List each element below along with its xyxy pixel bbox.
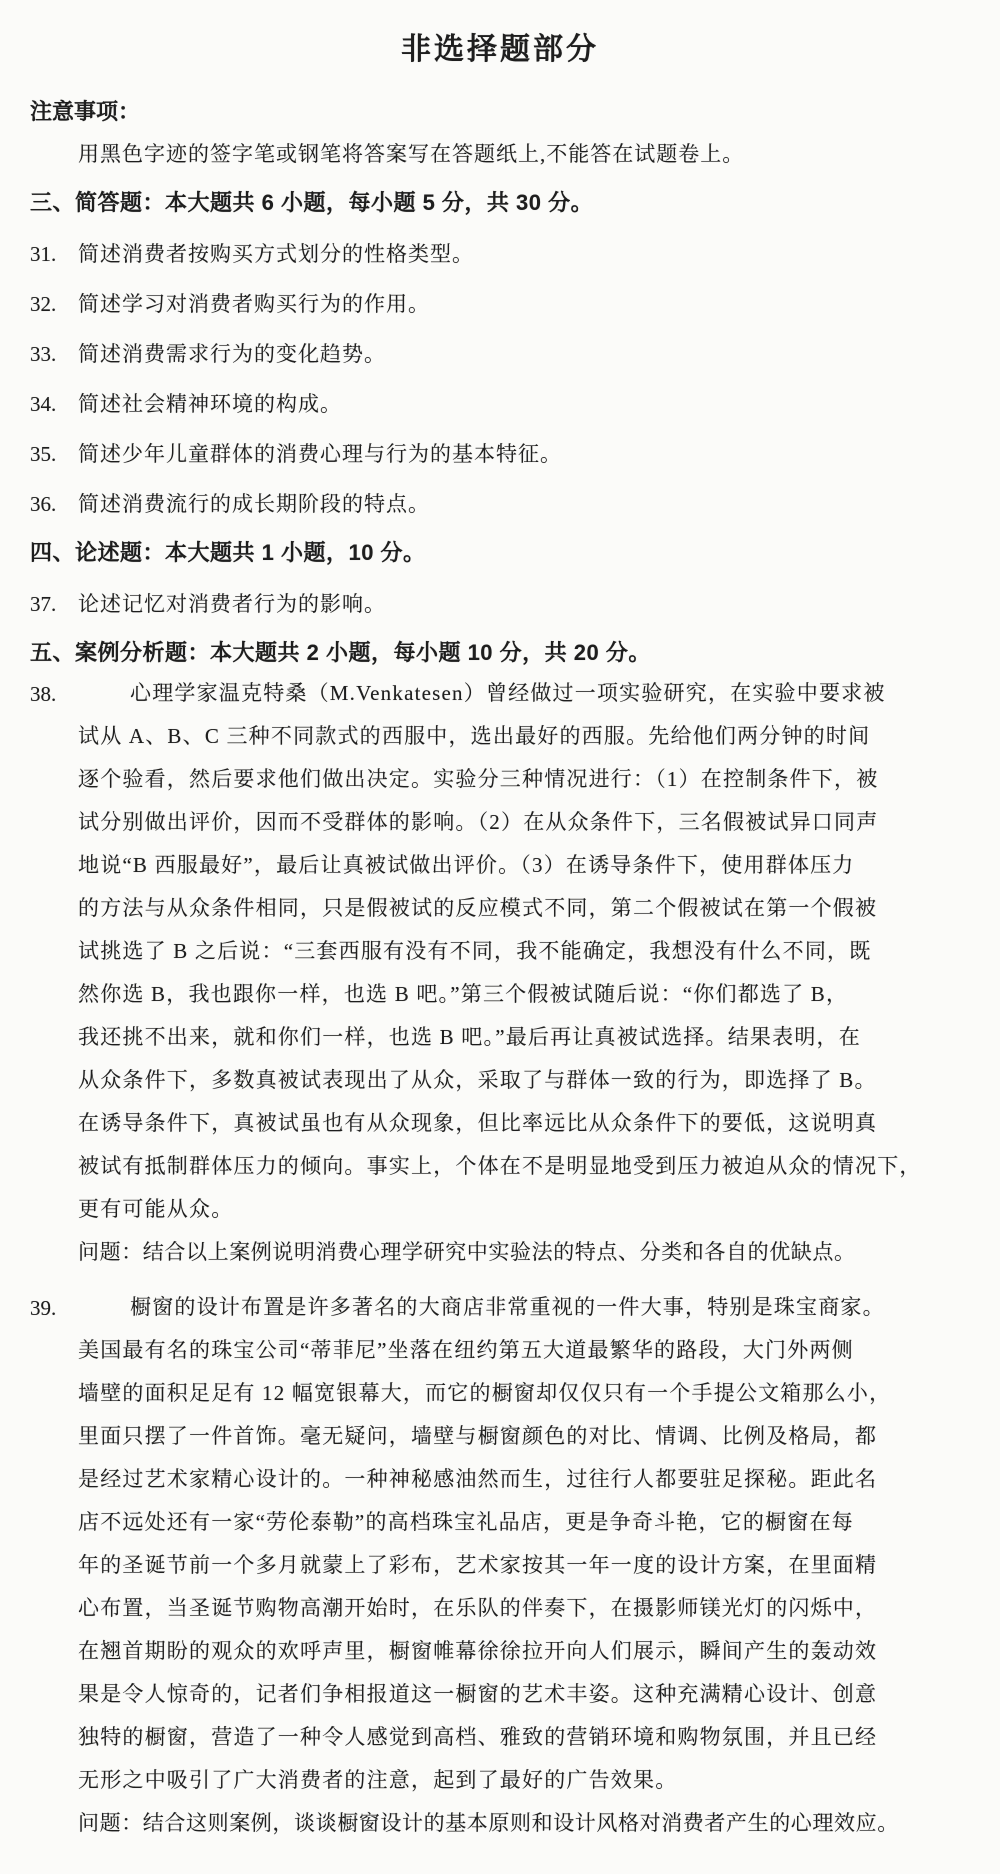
question-number: 31.	[30, 242, 57, 266]
question-number: 32.	[30, 292, 57, 316]
question-number: 38.	[30, 682, 57, 706]
notice-body: 用黑色字迹的签字笔或钢笔将答案写在答题纸上,不能答在试题卷上。	[78, 142, 745, 166]
question-item-33	[30, 340, 970, 368]
question-number: 33.	[30, 342, 57, 366]
case-text-line: 心理学家温克特桑（M.Venkatesen）曾经做过一项实验研究，在实验中要求被	[130, 681, 886, 705]
section-heading-essay: 四、论述题：本大题共 1 小题，10 分。	[30, 540, 426, 565]
case-text-line: 我还挑不出来，就和你们一样，也选 B 吧。”最后再让真被试选择。结果表明，在	[78, 1025, 861, 1049]
case-item-38	[30, 672, 970, 1274]
question-number: 37.	[30, 592, 57, 616]
question-number: 35.	[30, 442, 57, 466]
case-question: 问题：结合以上案例说明消费心理学研究中实验法的特点、分类和各自的优缺点。	[78, 1240, 856, 1264]
case-text-line: 然你选 B，我也跟你一样，也选 B 吧。”第三个假被试随后说：“你们都选了 B，	[78, 982, 849, 1006]
question-text: 简述少年儿童群体的消费心理与行为的基本特征。	[78, 442, 562, 466]
section-heading-short-answer: 三、简答题：本大题共 6 小题，每小题 5 分，共 30 分。	[30, 190, 594, 215]
question-number: 34.	[30, 392, 57, 416]
question-text: 简述消费需求行为的变化趋势。	[78, 342, 386, 366]
case-text-line: 地说“B 西服最好”，最后让真被试做出评价。（3）在诱导条件下，使用群体压力	[78, 853, 855, 877]
question-item-35	[30, 440, 970, 468]
case-text-line: 是经过艺术家精心设计的。一种神秘感油然而生，过往行人都要驻足探秘。距此名	[78, 1467, 878, 1491]
question-text: 论述记忆对消费者行为的影响。	[78, 592, 386, 616]
question-item-31	[30, 240, 970, 268]
case-text-line: 逐个验看，然后要求他们做出决定。实验分三种情况进行：（1）在控制条件下，被	[78, 767, 879, 791]
question-text: 简述社会精神环境的构成。	[78, 392, 342, 416]
question-text: 简述学习对消费者购买行为的作用。	[78, 292, 430, 316]
case-text-line: 试从 A、B、C 三种不同款式的西服中，选出最好的西服。先给他们两分钟的时间	[78, 724, 871, 748]
question-number: 39.	[30, 1296, 57, 1320]
question-number: 36.	[30, 492, 57, 516]
case-text-line: 果是令人惊奇的，记者们争相报道这一橱窗的艺术丰姿。这种充满精心设计、创意	[78, 1682, 878, 1706]
case-item-39	[30, 1286, 970, 1845]
question-item-37	[30, 590, 970, 618]
case-text-line: 的方法与从众条件相同，只是假被试的反应模式不同，第二个假被试在第一个假被	[78, 896, 878, 920]
case-text-line: 在翘首期盼的观众的欢呼声里，橱窗帷幕徐徐拉开向人们展示，瞬间产生的轰动效	[78, 1639, 878, 1663]
case-text-line: 年的圣诞节前一个多月就蒙上了彩布，艺术家按其一年一度的设计方案，在里面精	[78, 1553, 878, 1577]
question-text: 简述消费者按购买方式划分的性格类型。	[78, 242, 474, 266]
case-text-line: 试分别做出评价，因而不受群体的影响。（2）在从众条件下，三名假被试异口同声	[78, 810, 879, 834]
case-text-line: 无形之中吸引了广大消费者的注意，起到了最好的广告效果。	[78, 1768, 678, 1792]
case-text-line: 美国最有名的珠宝公司“蒂菲尼”坐落在纽约第五大道最繁华的路段，大门外两侧	[78, 1338, 854, 1362]
case-text-line: 里面只摆了一件首饰。毫无疑问，墙壁与橱窗颜色的对比、情调、比例及格局，都	[78, 1424, 878, 1448]
case-text-line: 墙壁的面积足足有 12 幅宽银幕大，而它的橱窗却仅仅只有一个手提公文箱那么小，	[78, 1381, 892, 1405]
page-title: 非选择题部分	[401, 33, 599, 66]
question-item-32	[30, 290, 970, 318]
case-text-line: 试挑选了 B 之后说：“三套西服有没有不同，我不能确定，我想没有什么不同，既	[78, 939, 872, 963]
case-question: 问题：结合这则案例，谈谈橱窗设计的基本原则和设计风格对消费者产生的心理效应。	[78, 1811, 899, 1835]
case-text-line: 心布置，当圣诞节购物高潮开始时，在乐队的伴奏下，在摄影师镁光灯的闪烁中，	[78, 1596, 878, 1620]
case-text-line: 橱窗的设计布置是许多著名的大商店非常重视的一件大事，特别是珠宝商家。	[130, 1295, 885, 1319]
case-text-line: 店不远处还有一家“劳伦泰勒”的高档珠宝礼品店，更是争奇斗艳，它的橱窗在每	[78, 1510, 854, 1534]
section-heading-case-analysis: 五、案例分析题：本大题共 2 小题，每小题 10 分，共 20 分。	[30, 640, 651, 665]
question-item-34	[30, 390, 970, 418]
question-text: 简述消费流行的成长期阶段的特点。	[78, 492, 430, 516]
case-text-line: 更有可能从众。	[78, 1197, 234, 1221]
question-item-36	[30, 490, 970, 518]
case-text-line: 在诱导条件下，真被试虽也有从众现象，但比率远比从众条件下的要低，这说明真	[78, 1111, 878, 1135]
case-text-line: 被试有抵制群体压力的倾向。事实上，个体在不是明显地受到压力被迫从众的情况下，	[78, 1154, 922, 1178]
case-text-line: 从众条件下，多数真被试表现出了从众，采取了与群体一致的行为，即选择了 B。	[78, 1068, 877, 1092]
notice-heading: 注意事项：	[30, 99, 141, 124]
case-text-line: 独特的橱窗，营造了一种令人感觉到高档、雅致的营销环境和购物氛围，并且已经	[78, 1725, 878, 1749]
